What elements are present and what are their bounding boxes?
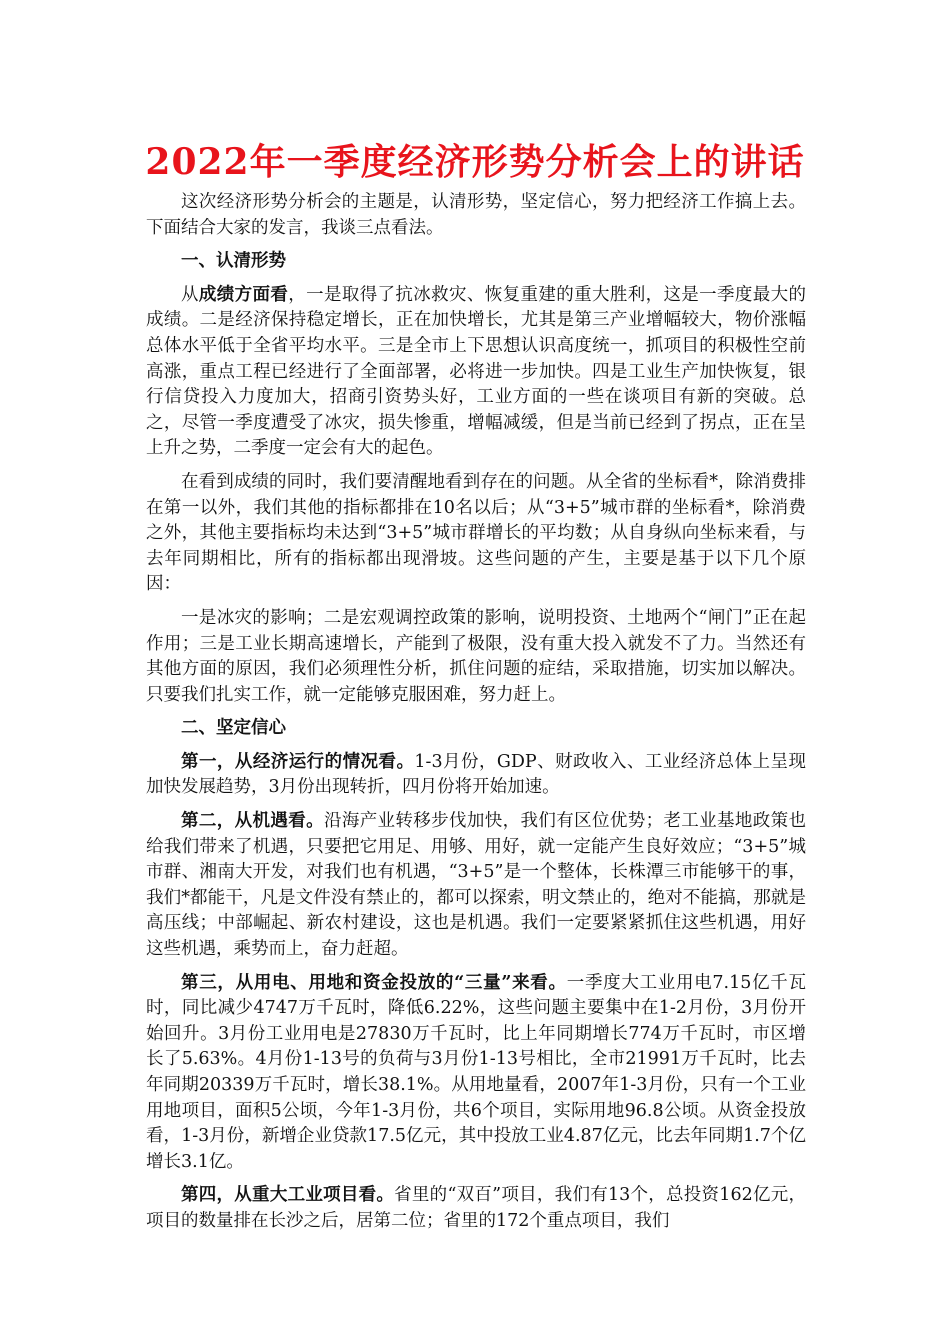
paragraph-text: 沿海产业转移步伐加快，我们有区位优势；老工业基地政策也给我们带来了机遇，只要把它用足、用够、用好，就一定能产生良好效应；“3+5”城市群、湘南大开发，对我们也有机遇，“3+5”是一个整体，长株潭三市能够干的事，我们*都能干，凡是文件没有禁止的，都可以探索，明文禁止的，绝对不能搞，那就是高压线；中部崛起、新农村建设，这也是机遇。我们一定要紧紧抓住这些机遇，用好这些机遇，乘势而上，奋力赶超。 (146, 811, 807, 960)
paragraph-text: ，一是取得了抗冰救灾、恢复重建的重大胜利，这是一季度最大的成绩。二是经济保持稳定增长，正在加快增长，尤其是第三产业增幅较大，物价涨幅总体水平低于全省平均水平。三是全市上下思想认识高度统一，抓项目的积极性空前高涨，重点工程已经进行了全面部署，必将进一步加快。四是工业生产加快恢复，银行信贷投入力度加大，招商引资势头好，工业方面的一些在谈项目有新的突破。总之，尽管一季度遭受了冰灾，损失惨重，增幅减缓，但是当前已经到了拐点，正在呈上升之势，二季度一定会有大的起色。 (146, 284, 807, 459)
paragraph-lead: 从 (181, 284, 199, 305)
paragraph-achievements (146, 283, 806, 462)
bold-phrase: 成绩方面看 (198, 284, 289, 305)
bold-phrase: 第三，从用电、用地和资金投放的“三量”来看。 (181, 972, 567, 993)
paragraph-text: 一季度大工业用电7.15亿千瓦时，同比减少4747万千瓦时，降低6.22%，这些问题主要集中在1-2月份，3月份开始回升。3月份工业用电是27830万千瓦时，比上年同期增长774万千瓦时，市区增长了5.63%。4月份1-13号的负荷与3月份1-13号相比，全市21991万千瓦时，比去年同期20339万千瓦时，增长38.1%。从用地量看，2007年1-3月份，只有一个工业用地项目，面积5公顷，今年1-3月份，共6个项目，实际用地96.8公顷。从资金投放看，1-3月份，新增企业贷款17.5亿元，其中投放工业4.87亿元，比去年同期1.7个亿增长3.1亿。 (146, 972, 806, 1172)
bold-phrase: 第一，从经济运行的情况看。 (181, 751, 415, 772)
bold-phrase: 第二，从机遇看。 (181, 811, 324, 832)
section-heading-2: 二、坚定信心 (181, 718, 286, 739)
paragraph-second (146, 809, 806, 963)
bold-phrase: 第四，从重大工业项目看。 (181, 1185, 395, 1206)
paragraph-fourth (146, 1183, 806, 1234)
paragraph-text: 省里的“双百”项目，我们有13个，总投资162亿元，项目的数量排在长沙之后，居第二位；省里的172个重点项目，我们 (146, 1185, 807, 1231)
section-heading-1: 一、认清形势 (181, 251, 286, 272)
document-body (146, 190, 806, 1243)
paragraph-problems: 在看到成绩的同时，我们要清醒地看到存在的问题。从全省的坐标看*，除消费排在第一以外，我们其他的指标都排在10名以后；从“3+5”城市群的坐标看*，除消费之外，其他主要指标均未达到“3+5”城市群增长的平均数；从自身纵向坐标来看，与去年同期相比，所有的指标都出现滑坡。这些问题的产生，主要是基于以下几个原因： (146, 471, 806, 595)
paragraph-text: 1-3月份，GDP、财政收入、工业经济总体上呈现加快发展趋势，3月份出现转折，四月份将开始加速。 (146, 751, 806, 798)
paragraph-first (146, 750, 806, 801)
paragraph-third (146, 971, 806, 1176)
document-title: 2022年一季度经济形势分析会上的讲话 (145, 141, 805, 183)
paragraph-causes: 一是冰灾的影响；二是宏观调控政策的影响，说明投资、土地两个“闸门”正在起作用；三是工业长期高速增长，产能到了极限，没有重大投入就发不了力。当然还有其他方面的原因，我们必须理性分析，抓住问题的症结，采取措施，切实加以解决。只要我们扎实工作，就一定能够克服困难，努力赶上。 (146, 607, 806, 705)
paragraph-intro: 这次经济形势分析会的主题是，认清形势，坚定信心，努力把经济工作搞上去。下面结合大家的发言，我谈三点看法。 (146, 192, 806, 238)
